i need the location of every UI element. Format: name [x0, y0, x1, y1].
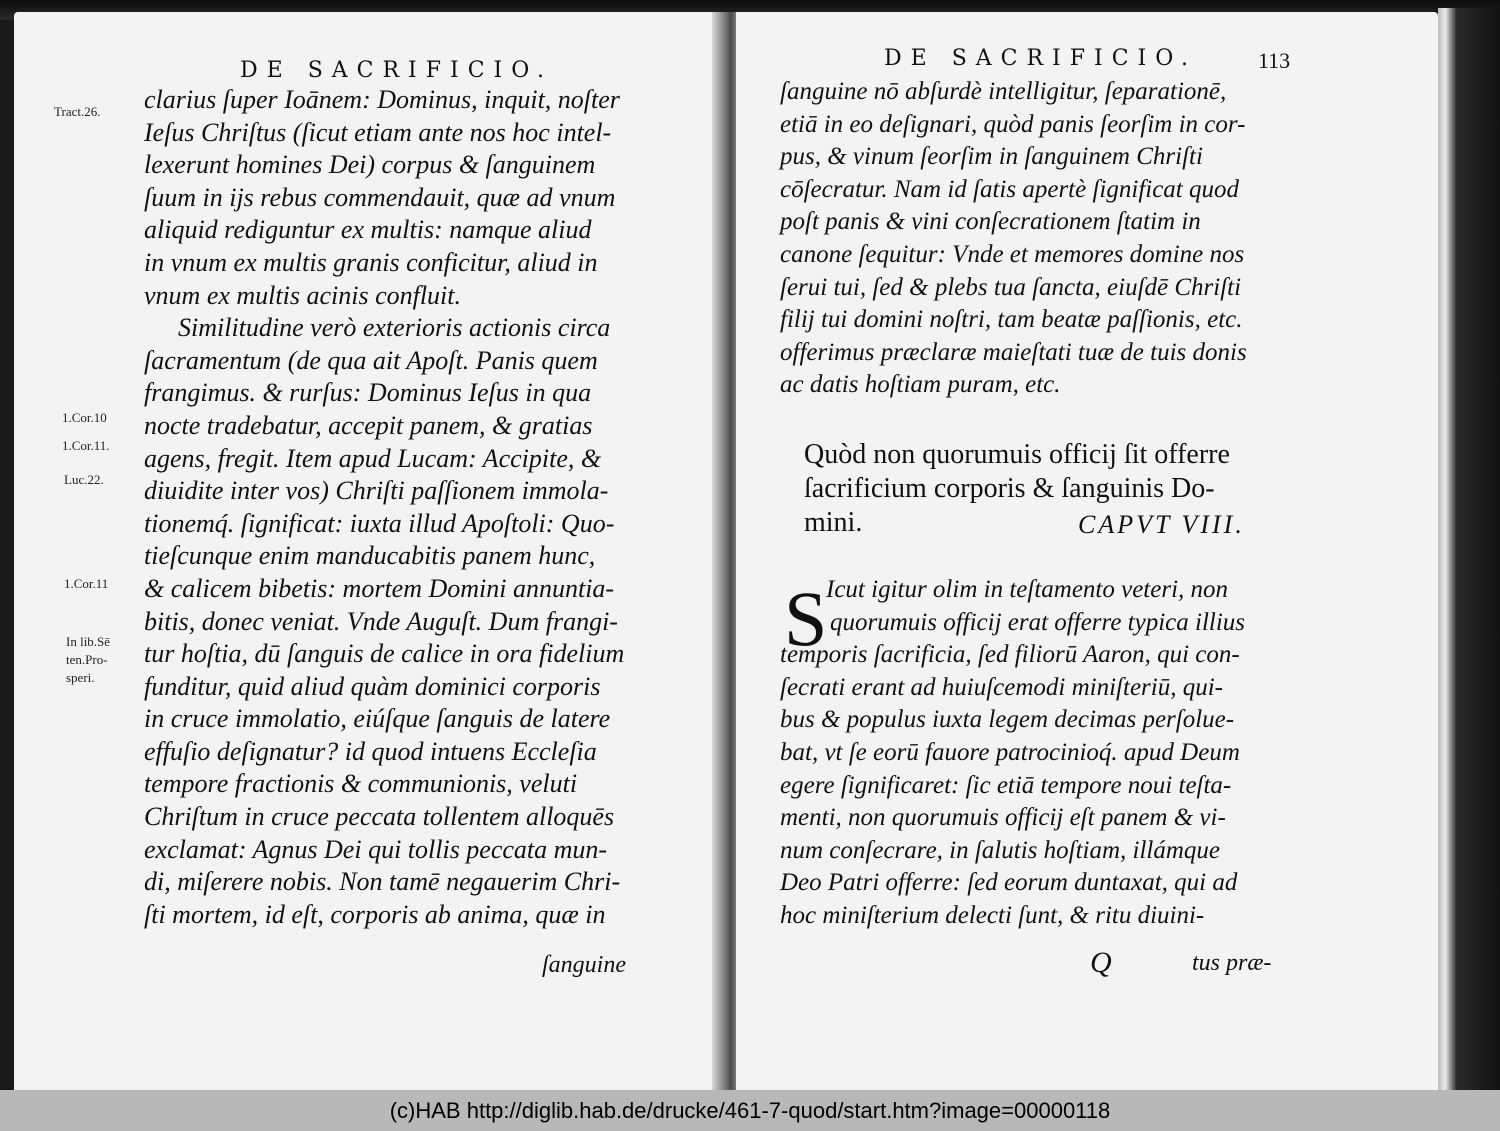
- left-body-text: [144, 84, 624, 931]
- text-line: aliquid rediguntur ex multis: namque aliud: [144, 215, 592, 245]
- text-line: temporis ſacrificia, ſed filiorū Aaron, qui con-: [780, 641, 1240, 669]
- text-line: in vnum ex multis granis conficitur, aliud in: [144, 247, 598, 277]
- text-line: in cruce immolatio, eiúſque ſanguis de latere: [144, 704, 611, 734]
- text-line: quorumuis officij erat offerre typica illius: [830, 608, 1246, 636]
- text-line: tempore fractionis & communionis, veluti: [144, 769, 578, 799]
- text-line: bat, vt ſe eorū fauore patrocinioq́. apud Deum: [780, 738, 1240, 766]
- chapter-body-text: [780, 574, 1245, 933]
- text-line: vnum ex multis acinis confluit.: [144, 280, 462, 310]
- text-line: di, miſerere nobis. Non tamē negauerim Chri-: [144, 867, 621, 897]
- left-running-header: DE SACRIFICIO.: [240, 58, 553, 83]
- text-line: Similitudine verò exterioris actionis circa: [178, 313, 611, 343]
- text-line: ac datis hoſtiam puram, etc.: [780, 371, 1061, 399]
- margin-note: Luc.22.: [64, 472, 104, 487]
- text-line: bitis, donec veniat. Vnde Auguſt. Dum frangi-: [144, 606, 618, 636]
- text-line: etiā in eo deſignari, quòd panis ſeorſim in cor-: [780, 110, 1246, 138]
- right-page: [736, 12, 1438, 1090]
- text-line: egere ſignificaret: ſic etiā tempore noui teſta-: [780, 771, 1232, 799]
- text-line: filij tui domini noſtri, tam beatæ paſſionis, etc.: [780, 306, 1243, 334]
- text-line: ſecrati erant ad huiuſcemodi miniſteriū, qui-: [780, 673, 1223, 701]
- margin-note: In lib.Sē: [66, 634, 111, 649]
- text-line: tur hoſtia, dū ſanguis de calice in ora fidelium: [144, 639, 625, 669]
- folio-number: 113: [1258, 48, 1291, 73]
- text-line: poſt panis & vini conſecrationem ſtatim in: [780, 208, 1201, 236]
- drop-cap: S: [784, 575, 828, 662]
- text-line: nocte tradebatur, accepit panem, & gratias: [144, 410, 593, 440]
- text-line: Ieſus Chriſtus (ſicut etiam ante nos hoc intel-: [144, 117, 612, 147]
- text-line: ſacramentum (de qua ait Apoſt. Panis quem: [144, 345, 598, 375]
- right-body-text: [780, 76, 1247, 402]
- text-line: cōſecratur. Nam id ſatis apertè ſignificat quod: [780, 175, 1239, 203]
- copyright-footer: (c)HAB http://diglib.hab.de/drucke/461-7-quod/start.htm?image=00000118: [0, 1090, 1500, 1131]
- text-line: Chriſtum in cruce peccata tollentem alloquēs: [144, 802, 615, 832]
- chapter-heading-line: Quòd non quorumuis officij ſit offerre: [804, 439, 1230, 470]
- margin-note: 1.Cor.11.: [62, 438, 110, 453]
- text-line: ſerui tui, ſed & plebs tua ſancta, eiuſdē Chriſti: [780, 273, 1242, 301]
- text-line: Deo Patri offerre: ſed eorum duntaxat, qui ad: [780, 869, 1238, 897]
- margin-note: 1.Cor.10: [62, 410, 107, 425]
- chapter-label: CAPVT VIII.: [1078, 510, 1245, 539]
- text-line: effuſio deſignatur? id quod intuens Eccleſia: [144, 736, 597, 766]
- left-catchword: ſanguine: [542, 952, 626, 978]
- right-catchword: tus præ-: [1192, 950, 1272, 976]
- right-running-header: DE SACRIFICIO.: [884, 46, 1197, 71]
- margin-note: speri.: [66, 670, 95, 685]
- text-line: tionemq́. ſignificat: iuxta illud Apoſtoli: Quo-: [144, 508, 615, 538]
- text-line: Icut igitur olim in teſtamento veteri, non: [826, 576, 1229, 603]
- margin-note: ten.Pro-: [66, 652, 108, 667]
- text-line: bus & populus iuxta legem decimas perſolue-: [780, 706, 1235, 734]
- text-line: canone ſequitur: Vnde et memores domine nos: [780, 240, 1245, 268]
- text-line: tieſcunque enim manducabitis panem hunc,: [144, 541, 596, 571]
- text-line: & calicem bibetis: mortem Domini annuntia-: [144, 573, 615, 603]
- margin-note: Tract.26.: [54, 104, 101, 119]
- text-line: clarius ſuper Ioānem: Dominus, inquit, noſter: [144, 85, 620, 114]
- chapter-heading-line: mini.: [804, 507, 863, 538]
- text-line: funditur, quid aliud quàm dominici corporis: [144, 671, 601, 701]
- signature-mark: Q: [1090, 946, 1112, 979]
- text-line: diuidite inter vos) Chriſti paſſionem immola-: [144, 476, 609, 506]
- text-line: agens, fregit. Item apud Lucam: Accipite, &: [144, 443, 602, 473]
- book-edge-shadow: [1438, 8, 1500, 1090]
- text-line: ſuum in ijs rebus commendauit, quæ ad vnum: [144, 182, 616, 212]
- text-line: menti, non quorumuis officij eſt panem & vi-: [780, 804, 1226, 832]
- chapter-heading-line: ſacrificium corporis & ſanguinis Do-: [804, 473, 1215, 504]
- text-line: pus, & vinum ſeorſim in ſanguinem Chriſti: [780, 143, 1203, 171]
- text-line: ſanguine nō abſurdè intelligitur, ſeparationē,: [780, 78, 1227, 105]
- text-line: lexerunt homines Dei) corpus & ſanguinem: [144, 150, 596, 180]
- text-line: offerimus præclaræ maieſtati tuæ de tuis donis: [780, 338, 1247, 366]
- text-line: frangimus. & rurſus: Dominus Ieſus in qua: [144, 378, 592, 408]
- margin-note: 1.Cor.11: [64, 576, 109, 591]
- text-line: hoc miniſterium delecti ſunt, & ritu diuini-: [780, 901, 1205, 929]
- text-line: ſti mortem, id eſt, corporis ab anima, quæ in: [144, 899, 606, 929]
- text-line: exclamat: Agnus Dei qui tollis peccata mun-: [144, 834, 608, 864]
- text-line: num conſecrare, in ſalutis hoſtiam, illámque: [780, 836, 1221, 864]
- left-page: [14, 12, 720, 1090]
